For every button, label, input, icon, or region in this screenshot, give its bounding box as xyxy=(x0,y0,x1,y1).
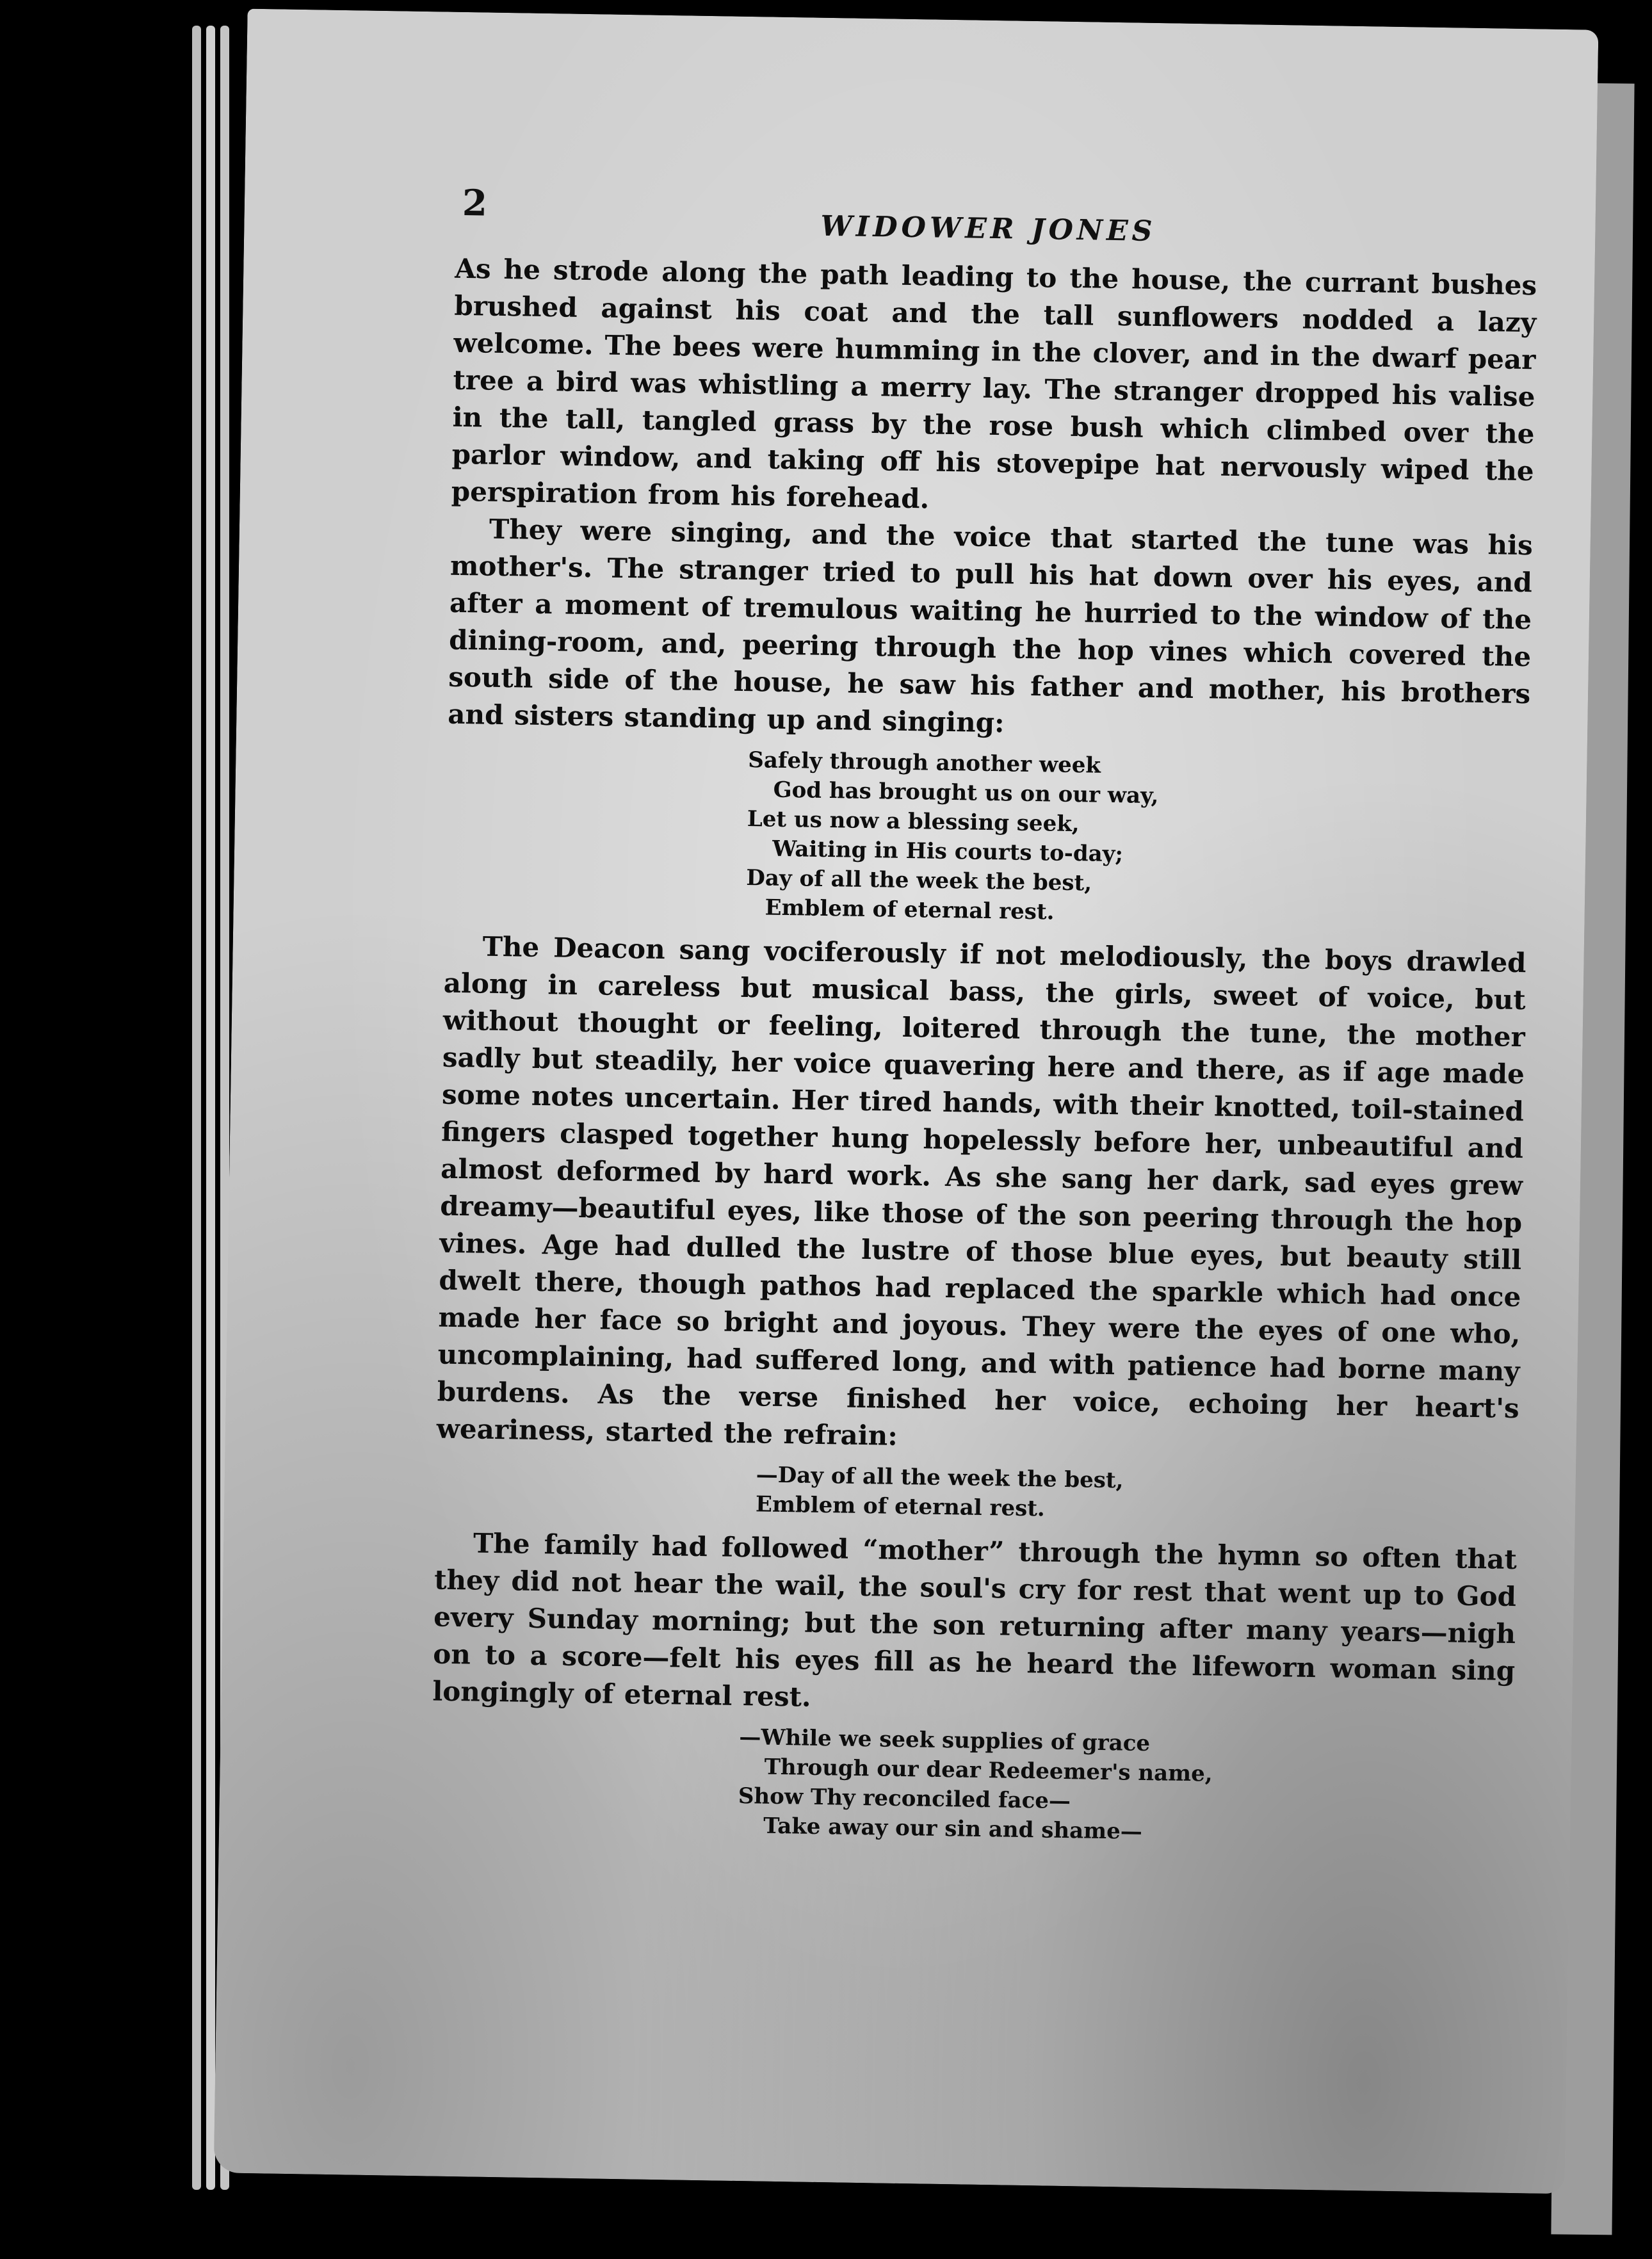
paragraph-3: The Deacon sang vociferously if not melodiously, the boys drawled along in careless but musical bass, the girls, sweet of voice, but without thought or feeling, loitered through the tune, the mother sadly but steadily, her voice quavering here and there, as if age made some notes uncertain. Her tired hands, with their knotted, toil-stained fingers clasped together hung hopelessly before her, unbeautiful and almost deformed by hard work. As she sang her dark, sad eyes grew dreamy—beautiful eyes, like those of the son peering through the hop vines. Age had dulled the lustre of those blue eyes, but beauty still dwelt there, though pathos had replaced the sparkle which had once made her face so bright and joyous. They were the eyes of one who, uncomplaining, had suffered long, and with patience had borne many burdens. As the verse finished her voice, echoing her heart's weariness, started the refrain: xyxy=(436,930,1526,1452)
hymn-line: Show Thy reconciled face— xyxy=(738,1783,1071,1815)
paragraph-1: As he strode along the path leading to the house, the currant bushes brushed against his coat and the tall sunflowers nodded a lazy welcome. The bees were humming in the clover, and in the dwarf pear tree a bird was whistling a merry lay. The stranger dropped his valise in the tall, tangled grass by the rose bush which climbed over the parlor window, and taking off his stovepipe hat nervously wiped the perspiration from his forehead. xyxy=(451,252,1537,515)
hymn-line: God has brought us on our way, xyxy=(773,777,1159,809)
page-body xyxy=(430,250,1537,1863)
hymn-line: Let us now a blessing seek, xyxy=(747,806,1080,838)
hymn-line: Emblem of eternal rest. xyxy=(755,1491,1046,1522)
paragraph-2: They were singing, and the voice that started the tune was his mother's. The stranger tried to pull his hat down over his eyes, and after a moment of tremulous waiting he hurried to the window of the dining-room, and, peering through the hop vines which covered the south side of the house, he saw his father and mother, his brothers and sisters standing up and singing: xyxy=(448,513,1534,739)
page-number: 2 xyxy=(462,181,488,225)
hymn-line: Safely through another week xyxy=(748,747,1101,779)
hymn-refrain xyxy=(435,1455,1518,1532)
paragraph-4: The family had followed “mother” through the hymn so often that they did not hear the wail, the soul's cry for rest that went up to God every Sunday morning; but the son returning after many years—nigh on to a score—felt his eyes fill as he heard the lifeworn woman sing longingly of eternal rest. xyxy=(432,1527,1518,1713)
book-page xyxy=(214,9,1599,2194)
hymn-line: Through our dear Redeemer's name, xyxy=(764,1754,1213,1787)
page-edge xyxy=(192,26,201,2190)
hymn-line: —While we seek supplies of grace xyxy=(739,1724,1151,1757)
hymn-line: Waiting in His courts to-day; xyxy=(772,836,1124,868)
running-head: WIDOWER JONES xyxy=(820,209,1156,248)
hymn-line: —Day of all the week the best, xyxy=(756,1462,1124,1494)
hymn-verse-2 xyxy=(430,1717,1514,1852)
hymn-line: Take away our sin and shame— xyxy=(763,1813,1143,1845)
hymn-line: Emblem of eternal rest. xyxy=(765,895,1055,925)
page-edge xyxy=(206,26,215,2190)
hymn-line: Day of all the week the best, xyxy=(746,865,1092,896)
hymn-verse-1 xyxy=(444,741,1529,935)
